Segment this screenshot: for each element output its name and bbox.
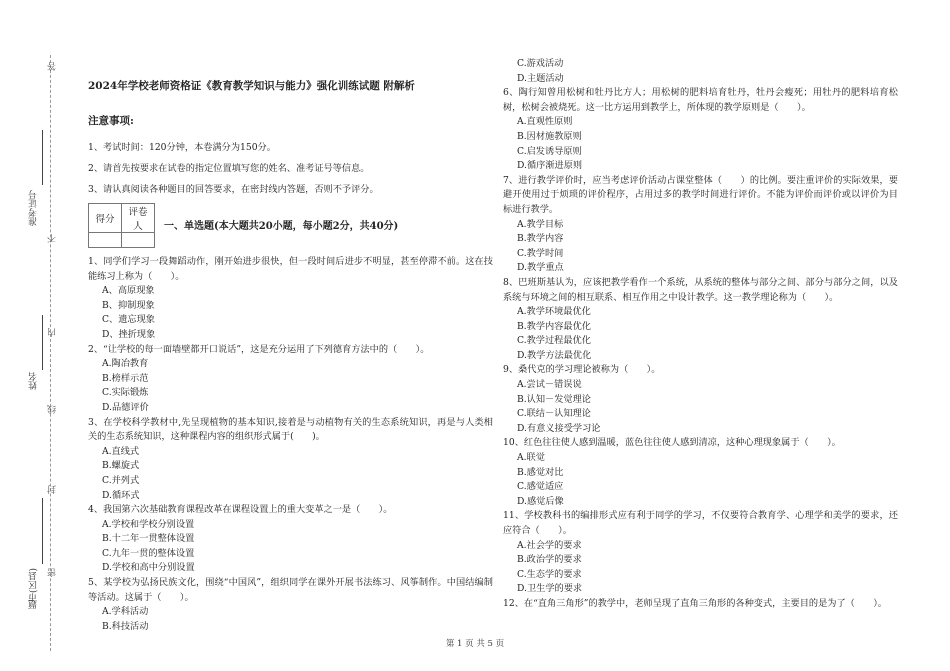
question-item	[88, 343, 493, 416]
right-column	[503, 57, 898, 612]
question-item	[88, 503, 493, 576]
answer-option[interactable]: D.品德评价	[102, 401, 149, 413]
page-footer: 第 1 页 共 5 页	[445, 639, 505, 649]
answer-option[interactable]: B、抑制现象	[102, 299, 155, 311]
answer-option[interactable]: C.启发诱导原则	[517, 145, 582, 157]
question-item	[503, 276, 898, 364]
answer-option[interactable]: A.直线式	[102, 445, 140, 457]
seal-line	[50, 55, 51, 651]
answer-option[interactable]: C、遗忘现象	[102, 314, 155, 326]
note-item: 3、请认真阅读各种题目的回答要求，在密封线内答题，否则不予评分。	[88, 184, 379, 195]
question-text: 10、红色往往使人感到温暖，蓝色往往使人感到清凉，这种心理现象属于（ ）。	[503, 437, 841, 449]
answer-option[interactable]: C.实际锻炼	[102, 387, 149, 399]
score-header: 得分	[89, 204, 122, 233]
name-field[interactable]	[42, 315, 43, 370]
margin-extra-label: 题	[29, 600, 39, 609]
question-item	[503, 509, 898, 597]
answer-option[interactable]: C.联结－认知理论	[517, 408, 591, 420]
seal-word: 不	[48, 234, 58, 243]
notes-heading: 注意事项:	[88, 115, 134, 127]
answer-option[interactable]: A.陶冶教育	[102, 358, 149, 370]
question-list-left	[88, 255, 493, 634]
answer-option[interactable]: A.教学环境最优化	[517, 306, 591, 318]
question-text: 7、进行教学评价时，应当考虑评价活动占课堂整体（ ）的比例。要注重评价的实际效果，要避开使用过于烦琐的评价程序，占用过多的教学时间进行评价。不能为评价而评价或以评价为目标进行教学。	[503, 174, 898, 215]
answer-option[interactable]: B.科技活动	[102, 620, 149, 632]
answer-option[interactable]: D.循序渐进原则	[517, 160, 583, 172]
score-cell[interactable]	[89, 233, 122, 248]
answer-option[interactable]: A.尝试－错误说	[517, 379, 582, 391]
grader-header: 评卷人	[122, 204, 155, 233]
answer-option[interactable]: D.有意义接受学习论	[517, 422, 601, 434]
answer-option[interactable]: A.教学目标	[517, 218, 564, 230]
question-list-right	[503, 86, 898, 611]
question-text: 8、巴班斯基认为，应该把教学看作一个系统，从系统的整体与部分之间、部分与部分之间，以及系统与环境之间的相互联系、相互作用之中设计教学。这一教学理论称为（ ）。	[503, 276, 898, 303]
question-item	[503, 174, 898, 276]
answer-option[interactable]: D.学校和高中分别设置	[102, 562, 195, 574]
seal-word: 内	[48, 328, 58, 337]
question-text: 4、我国第六次基础教育课程改革在课程设置上的重大变革之一是（ ）。	[88, 504, 393, 516]
question-text: 6、陶行知曾用松树和牡丹比方人；用松树的肥料培育牡丹，牡丹会瘦死；用牡丹的肥料培育松树，松树会被烧死。这一比方运用到教学上，所体现的教学原则是（ ）。	[503, 87, 898, 113]
section-heading: 一、单选题(本大题共20小题，每小题2分，共40分)	[164, 221, 399, 232]
answer-option[interactable]: D.教学重点	[517, 262, 564, 274]
region-label: 市(区县)	[29, 568, 39, 603]
answer-option[interactable]: C.生态学的要求	[517, 568, 582, 580]
exam-number-field[interactable]	[42, 130, 43, 185]
question-text: 3、在学校科学教材中,先呈现植物的基本知识,接着是与动植物有关的生态系统知识，再是与人类相关的生态系统知识，这种课程内容的组织形式属于( )。	[88, 416, 493, 443]
answer-option[interactable]: B.认知－发觉理论	[517, 393, 591, 405]
question-item	[503, 86, 898, 174]
region-field[interactable]	[42, 498, 43, 564]
score-section	[88, 203, 493, 237]
answer-option[interactable]: B.教学内容最优化	[517, 320, 591, 332]
question-item	[88, 255, 493, 343]
answer-option[interactable]: B.十二年一贯整体设置	[102, 533, 195, 545]
question-text: 1、同学们学习一段舞蹈动作，刚开始进步很快，但一段时间后进步不明显，甚至停滞不前。这在技能练习上称为（ ）。	[88, 256, 493, 282]
seal-word: 答	[48, 62, 58, 71]
answer-option[interactable]: D、挫折现象	[102, 328, 156, 340]
question-item	[503, 363, 898, 436]
answer-option[interactable]: A、高原现象	[102, 285, 155, 297]
grader-cell[interactable]	[122, 233, 155, 248]
answer-option[interactable]: D.卫生学的要求	[517, 583, 583, 595]
answer-option[interactable]: A.学校和学校分别设置	[102, 518, 195, 530]
question-text: 9、桑代克的学习理论被称为（ ）。	[503, 364, 661, 376]
document-title: 2024年学校老师资格证《教育教学知识与能力》强化训练试题 附解析	[88, 80, 415, 92]
seal-word: 线	[48, 405, 58, 414]
seal-word: 密	[48, 568, 58, 577]
answer-option[interactable]: A.联觉	[517, 452, 545, 464]
answer-option[interactable]: B.感觉对比	[517, 466, 564, 478]
seal-word: 封	[48, 485, 58, 494]
answer-option[interactable]: B.因材施教原则	[517, 130, 582, 142]
answer-option[interactable]: B.榜样示范	[102, 372, 149, 384]
question-item	[503, 597, 898, 612]
answer-option[interactable]: B.政治学的要求	[517, 554, 582, 566]
answer-option[interactable]: A.直观性原则	[517, 116, 573, 128]
answer-option[interactable]: A.学科活动	[102, 606, 149, 618]
question-text: 5、某学校为弘扬民族文化，围绕“中国风”，组织同学在课外开展书法练习、风筝制作。中国结编制等活动。这属于（ ）。	[88, 577, 493, 603]
note-item: 2、请首先按要求在试卷的指定位置填写您的姓名、准考证号等信息。	[88, 163, 370, 174]
answer-option[interactable]: C.教学过程最优化	[517, 335, 591, 347]
option[interactable]: C.游戏活动	[517, 58, 564, 69]
answer-option[interactable]: C.九年一贯的整体设置	[102, 547, 195, 559]
answer-option[interactable]: B.螺旋式	[102, 460, 140, 472]
note-item: 1、考试时间：120分钟，本卷满分为150分。	[88, 142, 276, 153]
question-item	[503, 436, 898, 509]
answer-option[interactable]: D.教学方法最优化	[517, 349, 592, 361]
answer-option[interactable]: C.教学时间	[517, 247, 564, 259]
left-column	[88, 78, 493, 634]
question-item	[88, 416, 493, 504]
name-label: 姓名	[29, 372, 39, 390]
option[interactable]: D.主题活动	[517, 72, 564, 84]
question-text: 12、在“直角三角形”的教学中，老师呈现了直角三角形的各种变式，主要目的是为了（ ）。	[503, 597, 887, 609]
exam-number-label: 准考证号	[29, 190, 39, 226]
question-text: 11、学校教科书的编排形式应有利于同学的学习，不仅要符合教育学、心理学和美学的要求，还应符合（ ）。	[503, 510, 898, 536]
answer-option[interactable]: A.社会学的要求	[517, 539, 582, 551]
answer-option[interactable]: C.感觉适应	[517, 481, 564, 493]
answer-option[interactable]: D.感觉后像	[517, 495, 564, 507]
question-item	[88, 576, 493, 634]
answer-option[interactable]: D.循环式	[102, 489, 140, 501]
score-table	[88, 203, 155, 248]
answer-option[interactable]: B.教学内容	[517, 233, 564, 245]
question-text: 2、“让学校的每一面墙壁都开口说话”，这是充分运用了下列德育方法中的（ ）。	[88, 343, 430, 355]
answer-option[interactable]: C.并列式	[102, 474, 140, 486]
